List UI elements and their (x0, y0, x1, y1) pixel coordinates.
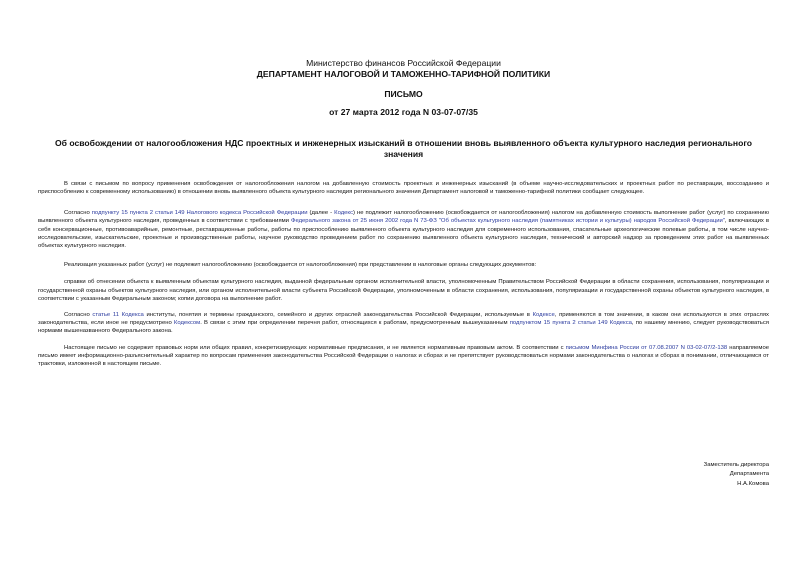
signature-block (704, 461, 769, 489)
link-code[interactable]: Кодекс (334, 210, 354, 217)
link-code[interactable]: Кодексом (173, 320, 201, 327)
text-segment: институты, понятия и термины гражданского, семейного и других отраслей законодательства Российской Федерации, используемые в (143, 312, 533, 319)
paragraph-article-149 (38, 209, 769, 250)
paragraph-certificate: справки об отнесении объекта к выявленным объектам культурного наследия, выданной федеральным органом исполнительной власти, уполномоченным Правительством Российской Федерации в области сохранения, использования, популяризации и государственной охраны объектов культурного наследия, или органом исполнительной власти субъекта Российской Федерации, уполномоченным в области сохранения, использования, популяризации и государственной охраны объектов культурного наследия, в соответствии с указанным Федеральным законом; копии договора на выполнение работ. (38, 279, 769, 302)
paragraph-disclaimer (38, 344, 769, 369)
text-segment: , включающих в себя консервационные, противоаварийные, ремонтные, реставрационные работы, работы по приспособлению выявленного объекта культурного наследия для современного использования, спасательные археологические полевые работы, в том числе научно-исследовательские, изыскательские, проектные и производственные работы, научное руководство проведением работ по сохранению выявленного объекта культурного наследия, технический и авторский надзор за проведением этих работ на выявленных объектах культурного наследия. (38, 218, 769, 249)
document-date-number: от 27 марта 2012 года N 03-07-07/35 (329, 107, 478, 118)
link-article-149-tax-code[interactable]: подпункту 15 пункта 2 статьи 149 Налогового кодекса Российской Федерации (91, 210, 308, 217)
document-header (38, 58, 769, 118)
text-segment: , по нашему мнению, следует руководствоваться нормами вышеназванного Федерального закона. (38, 320, 769, 335)
text-segment: Согласно (64, 312, 93, 319)
link-code[interactable]: Кодексе (532, 312, 555, 319)
department-name: ДЕПАРТАМЕНТ НАЛОГОВОЙ И ТАМОЖЕННО-ТАРИФНОЙ ПОЛИТИКИ (256, 68, 551, 79)
text-segment: Настоящее письмо не содержит правовых норм или общих правил, конкретизирующих нормативные предписания, и не является нормативным правовым актом. В соответствии с (64, 344, 566, 351)
link-article-11[interactable]: статье 11 Кодекса (92, 312, 144, 319)
text-segment: . В связи с этим при определении перечня работ, относящихся к работам, предусмотренным вышеуказанным (200, 320, 510, 327)
document-subject: Об освобождении от налогообложения НДС проектных и инженерных изысканий в отношении вновь выявленного объекта культурного наследия регионального значения (54, 138, 753, 159)
paragraph-documents-required: Реализация указанных работ (услуг) не подлежит налогообложению (освобождается от налогообложения) при представлении в налоговые органы следующих документов: (64, 262, 537, 269)
text-segment: направляемое письмо имеет информационно-разъяснительный характер по вопросам применения законодательства Российской Федерации о налогах и сборах и не препятствует руководствоваться нормами законодательства о налогах и сборах в понимании, отличающемся от трактовки, изложенной в настоящем письме. (38, 344, 769, 368)
paragraph-article-11 (38, 311, 769, 336)
document-type: ПИСЬМО (384, 88, 423, 99)
link-minfin-letter[interactable]: письмом Минфина России от 07.08.2007 N 03-02-07/2-138 (565, 344, 728, 351)
link-federal-law-73[interactable]: Федерального закона от 25 июня 2002 года N 73-ФЗ "Об объектах культурного наследия (памятниках истории и культуры) народов Российской Федерации" (290, 218, 725, 225)
paragraph-intro: В связи с письмом по вопросу применения освобождения от налогообложения налогом на добавленную стоимость проектных и инженерных изысканий (в объеме научно-исследовательских и проектных работ по реставрации, воссозданию и приспособлению к современному использованию) в отношении вновь выявленного объекта культурного наследия регионального значения Департамент налоговой и таможенно-тарифной политики сообщает следующее. (38, 180, 769, 195)
text-segment: Согласно (64, 210, 92, 217)
text-segment: , применяются в том значении, в каком они используются в этих отраслях законодательства, если иное не предусмотрено (38, 312, 769, 327)
signatory-department: Департамента (729, 471, 769, 478)
signatory-name: Н.А.Комова (737, 480, 769, 487)
text-segment: (далее - (307, 210, 335, 217)
signatory-position: Заместитель директора (703, 462, 769, 468)
ministry-name: Министерство финансов Российской Федерации (306, 58, 501, 68)
text-segment: ) не подлежит налогообложению (освобождается от налогообложения) налогом на добавленную стоимость выполнение работ (услуг) по сохранению выявленного объекта культурного наследия, проведенных в соответствии с требованиями (38, 210, 770, 225)
document-page (38, 58, 769, 368)
link-subparagraph-15[interactable]: подпунктом 15 пункта 2 статьи 149 Кодекса (509, 320, 632, 327)
